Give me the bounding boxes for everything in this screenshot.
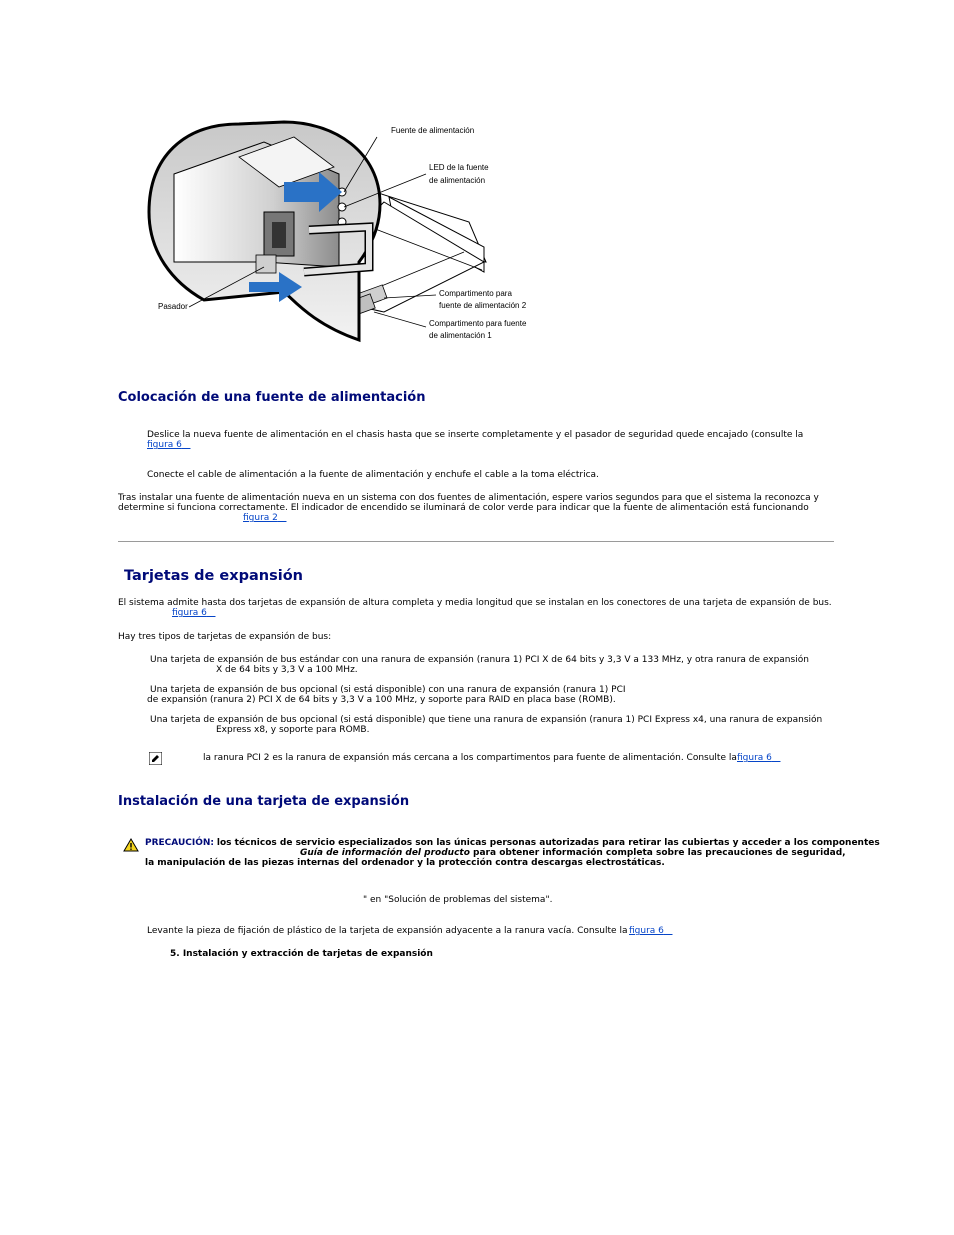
section-divider: [118, 541, 834, 542]
lift-step-figure-link[interactable]: figura 6: [629, 926, 664, 936]
label-led-1: LED de la fuente: [429, 163, 489, 172]
troubleshooting-link[interactable]: [270, 895, 362, 905]
caution-label: PRECAUCIÓN:: [145, 838, 215, 848]
label-comp2-2: fuente de alimentación 2: [439, 301, 527, 310]
tarjetas-intro-link[interactable]: figura 6: [172, 608, 207, 618]
warning-triangle-icon: [123, 838, 139, 852]
item3-line2: Express x8, y soporte para ROMB.: [216, 725, 370, 735]
label-comp2-1: Compartimento para: [439, 289, 512, 298]
label-fuente: Fuente de alimentación: [391, 126, 475, 135]
colocacion-para-line2: determine si funciona correctamente. El indicador de encendido se iluminará de color verde para indicar que la fuente de alimentación está funcionando: [118, 503, 809, 513]
label-comp1-1: Compartimento para fuente: [429, 319, 527, 328]
item1-line2: X de 64 bits y 3,3 V a 100 MHz.: [216, 665, 358, 675]
note-figure-link[interactable]: figura 6: [737, 753, 772, 763]
troubleshooting-ref: " en "Solución de problemas del sistema".: [363, 895, 553, 905]
pencil-note-icon: [149, 752, 162, 765]
item2-line2: de expansión (ranura 2) PCI X de 64 bits y 3,3 V a 100 MHz, y soporte para RAID en placa base (ROMB).: [147, 695, 616, 705]
colocacion-figure-link[interactable]: figura 2: [243, 513, 278, 523]
tarjetas-intro: El sistema admite hasta dos tarjetas de expansión de altura completa y media longitud que se instalan en los conectores de una tarjeta de expansión de bus.: [118, 598, 832, 608]
label-led-2: de alimentación: [429, 176, 486, 185]
figure-caption: 5. Instalación y extracción de tarjetas de expansión: [170, 949, 433, 959]
caution-line1: [145, 838, 880, 849]
caution-line3: la manipulación de las piezas internas del ordenador y la protección contra descargas electrostáticas.: [145, 858, 665, 868]
heading-tarjetas: Tarjetas de expansión: [124, 568, 303, 584]
item1-line1: Una tarjeta de expansión de bus estándar con una ranura de expansión (ranura 1) PCI X de 64 bits y 3,3 V a 133 MHz, y otra ranura de expansión: [150, 655, 809, 665]
note-icon: [149, 752, 162, 765]
colocacion-para-line1: Tras instalar una fuente de alimentación nueva en un sistema con dos fuentes de alimentación, espere varios segundos para que el sistema la reconozca y: [118, 493, 819, 503]
caution-text2: para obtener información completa sobre las precauciones de seguridad,: [473, 848, 846, 858]
heading-colocacion: Colocación de una fuente de alimentación: [118, 390, 426, 405]
step1-text: Deslice la nueva fuente de alimentación en el chasis hasta que se inserte completamente y el pasador de seguridad quede encajado (consulte la: [147, 430, 804, 440]
lift-step-text: Levante la pieza de fijación de plástico de la tarjeta de expansión adyacente a la ranura vacía. Consulte la: [147, 926, 628, 936]
label-pasador: Pasador: [158, 302, 188, 311]
caution-line2: [300, 848, 846, 859]
label-comp1-2: de alimentación 1: [429, 331, 492, 340]
step1-figure-link[interactable]: figura 6: [147, 440, 182, 450]
caution-icon: [123, 838, 139, 852]
item3-line1: Una tarjeta de expansión de bus opcional (si está disponible) que tiene una ranura de expansión (ranura 1) PCI Express x4, una ranura de expansión: [150, 715, 823, 725]
note-text: la ranura PCI 2 es la ranura de expansión más cercana a los compartimentos para fuente de alimentación. Consulte la: [203, 753, 737, 763]
types-intro: Hay tres tipos de tarjetas de expansión de bus:: [118, 632, 332, 642]
step2-text: Conecte el cable de alimentación a la fuente de alimentación y enchufe el cable a la toma eléctrica.: [147, 470, 599, 480]
power-supply-illustration: [144, 112, 544, 352]
heading-instalacion: Instalación de una tarjeta de expansión: [118, 794, 410, 809]
item2-line1: Una tarjeta de expansión de bus opcional (si está disponible) con una ranura de expansión (ranura 1) PCI: [150, 685, 626, 695]
caution-text1: los técnicos de servicio especializados son las únicas personas autorizadas para retirar las cubiertas y acceder a los componentes: [216, 838, 880, 848]
power-supply-figure: [144, 112, 544, 352]
product-guide-title: Guía de información del producto: [300, 848, 470, 858]
